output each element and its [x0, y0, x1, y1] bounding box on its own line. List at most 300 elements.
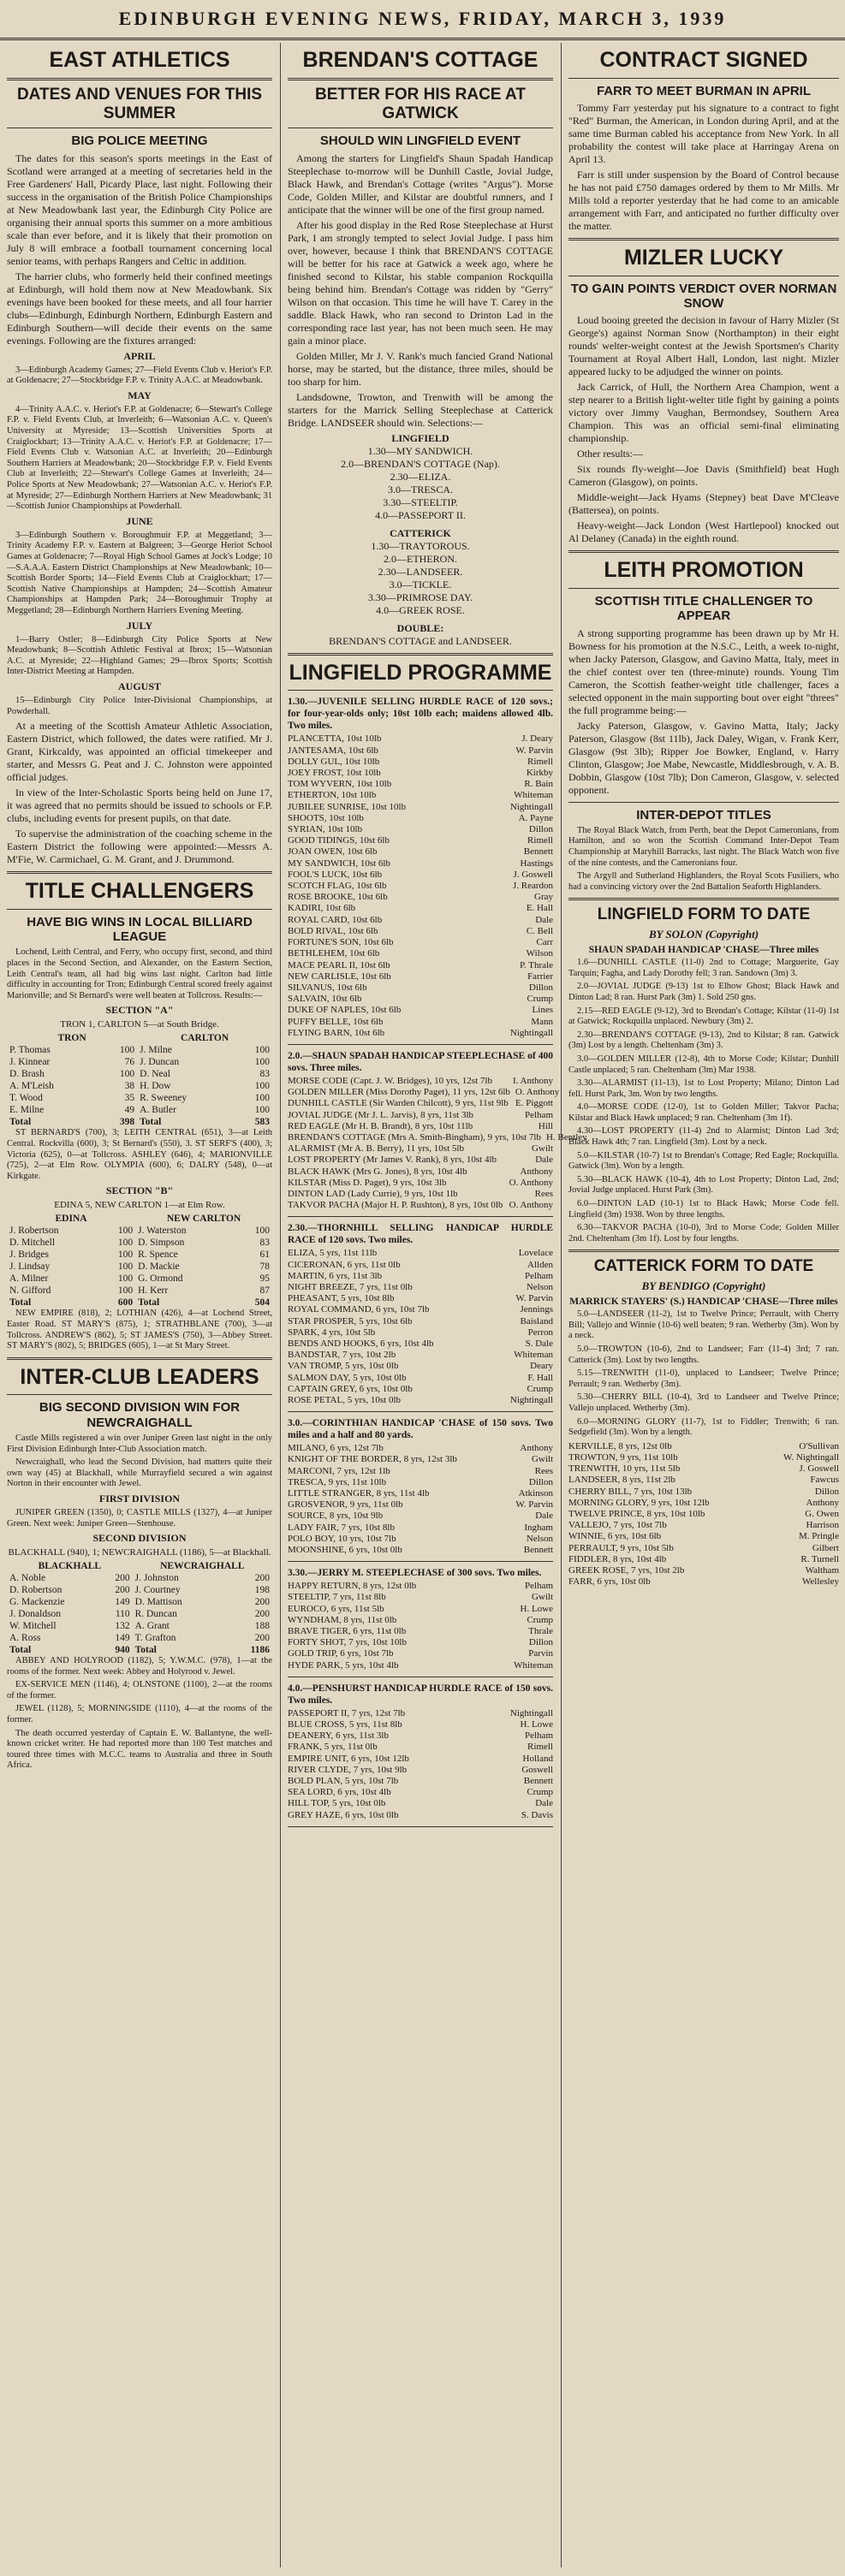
entry-row [288, 1545, 553, 1556]
table-cell: J. Johnston [134, 1573, 179, 1584]
horse-name: EMPIRE UNIT, 6 yrs, 10st 12lb [288, 1753, 409, 1764]
entry-row [288, 1017, 553, 1028]
paragraph: Golden Miller, Mr J. V. Rank's much fancied Grand National horse, may be started, but the distance, three miles, should be too sharp for him. [288, 349, 553, 388]
horse-name: BRAVE TIGER, 6 yrs, 11st 0lb [288, 1626, 407, 1637]
table-row [7, 1584, 272, 1596]
horse-name: WINNIE, 6 yrs, 10st 6lb [568, 1531, 662, 1542]
horse-name: JOVIAL JUDGE (Mr J. L. Jarvis), 8 yrs, 11st 3lb [288, 1109, 474, 1120]
horse-name: TOM WYVERN, 10st 10lb [288, 779, 392, 790]
list-item: 4.0—GREEK ROSE. [376, 603, 465, 616]
month-heading: JULY [126, 619, 153, 632]
trainer-name: Dale [535, 1154, 553, 1166]
horse-name: LANDSEER, 8 yrs, 11st 2lb [568, 1475, 675, 1486]
entry-row [288, 1110, 553, 1121]
entry-row [288, 1615, 553, 1626]
entry-row [288, 960, 553, 971]
trainer-name: Gwilt [531, 1592, 553, 1603]
article-east-athletics [7, 48, 272, 866]
trainer-name: Bennett [523, 846, 553, 858]
trainer-name: Bennett [523, 1776, 553, 1787]
headline: LEITH PROMOTION [604, 558, 804, 583]
trainer-name: Anthony [520, 1443, 553, 1454]
paragraph: Other results:— [577, 448, 643, 460]
fixture-paragraph: 4—Trinity A.A.C. v. Heriot's F.P. at Goldenacre; 6—Stewart's College F.P. v. Field Events Club, at Inverleith; 6—Watsonian A.C. v. Queen's University at Myreside; 13—Scottish Universities Sports at Craiglockhart; 13—Trinity A.A.C. v. Heriot's F.P. at Goldenacre; 17—Field Events Club v. Watsonian A.C. at Inverleith; 20—Edinburgh Southern Harriers at Meadowbank; 20—Stockbridge F.P. v. Field Events Club at Inverleith; 22—Stewart's College Games at Inverleith; 24—Police Sports at New Meadowbank; 27—Watsonian A.C. v. Heriot's F.P. at Myreside; 27—Edinburgh Northern Harriers at New Meadowbank; 31—Scottish Junior Championships at Powderhall. [7, 404, 272, 512]
trainer-name: Gilbert [812, 1542, 839, 1553]
list-item: 2.0—BRENDAN'S COTTAGE (Nap). [341, 457, 500, 470]
trainer-name: Holland [522, 1753, 553, 1764]
trainer-name: Fawcus [810, 1475, 839, 1486]
table-cell: T. Wood [9, 1093, 43, 1104]
divider [568, 802, 839, 803]
table-row [7, 1608, 272, 1620]
entry-row [288, 1787, 553, 1798]
trainer-name: J. Deary [521, 733, 553, 745]
paragraph: Castle Mills registered a win over Juniper Green last night in the only First Division Edinburgh Inter-Club Association match. [7, 1433, 272, 1454]
entry-row [288, 1154, 553, 1166]
paragraph: The dates for this season's sports meetings in the East of Scotland were arranged at a meeting of secretaries held in the Free Gardeners' Hall, Picardy Place, last night. Following their success in the organisation of the British Police Championships at New Meadowbank last year, the Edinburgh City Police are organising their annual sports this summer on a more ambitious scale than ever before, and it is likely that their promotion on July 8 will embrace a football tournament concerning local senior teams, with perhaps Rangers and Celtic in addition. [7, 151, 272, 267]
horse-name: RIVER CLYDE, 7 yrs, 10st 9lb [288, 1764, 408, 1775]
table-row [7, 1273, 272, 1285]
entry-row [568, 1520, 839, 1531]
horse-name: FOOL'S LUCK, 10st 6lb [288, 869, 383, 880]
entry-row [288, 790, 553, 801]
horse-name: TAKVOR PACHA (Major H. P. Rushton), 8 yrs, 10st 0lb [288, 1200, 503, 1211]
entry-row [288, 937, 553, 948]
score-table [7, 1213, 272, 1309]
column-3 [568, 43, 839, 2567]
paragraph: ABBEY AND HOLYROOD (1182), 5; Y.W.M.C. (978), 1—at the rooms of the former. Next week: Abbey and Holyrood v. Jewel. [7, 1656, 272, 1677]
horse-name: BLUE CROSS, 5 yrs, 11st 8lb [288, 1719, 402, 1730]
table-row [7, 1104, 272, 1116]
trainer-name: Waltham [805, 1565, 839, 1576]
form-notes [568, 1309, 839, 1439]
column-rule [280, 43, 281, 2567]
horse-name: PASSEPORT II, 7 yrs, 12st 7lb [288, 1707, 406, 1718]
table-row [7, 1285, 272, 1297]
horse-name: MORSE CODE (Capt. J. W. Bridges), 10 yrs, 12st 7lb [288, 1075, 492, 1086]
trainer-name: F. Hall [527, 1372, 553, 1383]
trainer-name: Anthony [806, 1497, 839, 1508]
body-text [568, 826, 839, 893]
list-item: 3.0—TRESCA. [387, 483, 453, 496]
horse-name: FRANK, 5 yrs, 11st 0lb [288, 1742, 378, 1753]
table-cell: 38 [124, 1081, 135, 1092]
entry-row [288, 745, 553, 757]
entry-row [288, 1260, 553, 1271]
trainer-name: Dale [535, 1511, 553, 1522]
table-cell: J. Waterston [138, 1226, 187, 1237]
horse-name: BRENDAN'S COTTAGE (Mrs A. Smith-Bingham), 9 yrs, 10st 7lb [288, 1131, 541, 1143]
table-row [7, 1056, 272, 1068]
table-cell: W. Mitchell [9, 1621, 57, 1632]
entry-row [288, 757, 553, 768]
body-text [7, 152, 272, 347]
horse-name: GREEK ROSE, 7 yrs, 10st 2lb [568, 1565, 685, 1576]
horse-name: HYDE PARK, 5 yrs, 10st 4lb [288, 1659, 399, 1671]
entry-row [288, 1810, 553, 1821]
score-table [7, 1560, 272, 1656]
subheadline: BETTER FOR HIS RACE AT GATWICK [315, 85, 526, 122]
results-paragraph: NEW EMPIRE (818), 2; LOTHIAN (426), 4—at Lochend Street, Easter Road. ST MARY'S (875), 1; STRATHBLANE (700), 3—at Tollcross. ANDREW'S (862), 5; ST JAMES'S (750), 3—Abbey Street. ST MARY'S (802), 5; BRIDGES (605), 1—at St Mary Street. [7, 1309, 272, 1351]
trainer-name: Nightingall [509, 1707, 553, 1718]
double-title: DOUBLE: [396, 621, 444, 634]
horse-name: JUBILEE SUNRISE, 10st 10lb [288, 801, 407, 812]
table-cell: 200 [254, 1573, 270, 1584]
headline: TITLE CHALLENGERS [25, 879, 254, 904]
selections-title: CATTERICK [390, 526, 451, 539]
trainer-name: Farrier [527, 970, 553, 982]
trainer-name: Ingham [524, 1522, 553, 1533]
month-heading: APRIL [123, 349, 156, 362]
divider [288, 1216, 553, 1217]
horse-name: PHEASANT, 5 yrs, 10st 8lb [288, 1293, 395, 1304]
entry-row [288, 948, 553, 959]
entry-row [288, 858, 553, 870]
entry-row [288, 846, 553, 858]
paragraph: 4.0—MORSE CODE (12-0), 1st to Golden Miller; Takvor Pacha; Kilstar and Black Hawk unplaced; 9 ran. Cheltenham (3m 1f). [568, 1102, 839, 1123]
trainer-name: Lines [532, 1005, 553, 1016]
subheadline: SCOTTISH TITLE CHALLENGER TO APPEAR [594, 594, 813, 624]
trainer-name: A. Payne [518, 812, 553, 823]
entries-list [288, 1708, 553, 1821]
divider [288, 1411, 553, 1412]
trainer-name: Rees [534, 1188, 553, 1199]
subheadline: FARR TO MEET BURMAN IN APRIL [597, 83, 811, 98]
entry-row [288, 1361, 553, 1372]
entry-row [288, 1708, 553, 1719]
entries-list [288, 733, 553, 1038]
entry-row [288, 1316, 553, 1327]
divider [568, 898, 839, 900]
horse-name: ELIZA, 5 yrs, 11st 11lb [288, 1248, 378, 1259]
entry-row [288, 1338, 553, 1350]
entry-row [288, 1395, 553, 1406]
paragraph: Among the starters for Lingfield's Shaun Spadah Handicap Steeplechase to-morrow will be Dunhill Castle, Jovial Judge, Black Hawk, and Brendan's Cottage (writes "Argus"). Morse Code, Golden Miller, and Kilstar are doubtful runners, and I anticipate that the winner will be one of the first group named. [288, 151, 553, 216]
horse-name: KERVILLE, 8 yrs, 12st 0lb [568, 1440, 672, 1451]
article-lingfield-programme [288, 660, 587, 1827]
entry-row [288, 1384, 553, 1395]
table-cell: N. Gifford [9, 1285, 51, 1297]
table-cell: 100 [117, 1285, 134, 1297]
trainer-name: W. Nightingall [783, 1451, 839, 1463]
trainer-name: H. Lowe [520, 1719, 553, 1730]
byline: BY SOLON (Copyright) [648, 928, 759, 941]
trainer-name: Kirkby [526, 768, 553, 779]
table-row [7, 1620, 272, 1632]
trainer-name: Mann [531, 1016, 553, 1027]
list-item: 3.30—PRIMROSE DAY. [367, 591, 473, 603]
race-title: MARRICK STAYERS' (S.) HANDICAP 'CHASE—Three miles [569, 1297, 838, 1308]
paragraph: The death occurred yesterday of Captain E. W. Ballantyne, the well-known cricket writer. He had reported more than 100 Test matches and toured three times with M.C.C. teams to Australia and three in South Africa. [7, 1728, 272, 1771]
divider [568, 588, 839, 589]
table-row [7, 1261, 272, 1273]
score-table [7, 1032, 272, 1128]
trainer-name: Pelham [525, 1581, 553, 1592]
results-text [7, 1128, 272, 1182]
horse-name: ROSE BROOKE, 10st 6lb [288, 892, 388, 903]
divider [7, 78, 272, 80]
divider [568, 1249, 839, 1252]
selections-title: LINGFIELD [391, 431, 449, 444]
table-cell: D. Mattison [134, 1597, 182, 1608]
trainer-name: Gwilt [531, 1143, 553, 1154]
article-mizler-lucky [568, 246, 839, 545]
division-result: JUNIPER GREEN (1350), 0; CASTLE MILLS (1327), 4—at Juniper Green. Next week: Juniper Green—Stenhouse. [7, 1507, 272, 1528]
horse-name: NIGHT BREEZE, 7 yrs, 11st 0lb [288, 1281, 413, 1292]
table-cell: 198 [254, 1585, 270, 1596]
article-contract-signed [568, 48, 839, 233]
entries-list [288, 1443, 553, 1556]
entry-row [288, 1765, 553, 1776]
table-cell: 83 [259, 1069, 270, 1080]
subheadline: HAVE BIG WINS IN LOCAL BILLIARD LEAGUE [27, 914, 253, 945]
horse-name: SYRIAN, 10st 10lb [288, 824, 363, 835]
horse-name: PLANCETTA, 10st 10lb [288, 733, 382, 745]
horse-name: SPARK, 4 yrs, 10st 5lb [288, 1327, 376, 1338]
entry-row [288, 1443, 553, 1454]
trainer-name: Dillon [528, 1637, 553, 1648]
table-cell: 100 [254, 1226, 270, 1237]
horse-name: DINTON LAD (Lady Currie), 9 yrs, 10st 1lb [288, 1188, 458, 1199]
article-lingfield-form [568, 905, 839, 1244]
table-row [7, 1249, 272, 1261]
table-row [7, 1092, 272, 1104]
horse-name: LOST PROPERTY (Mr James V. Rank), 8 yrs, 10st 4lb [288, 1154, 497, 1166]
horse-name: DEANERY, 6 yrs, 11st 3lb [288, 1730, 389, 1742]
race-card [288, 696, 587, 1826]
table-cell: 49 [124, 1105, 135, 1116]
table-cell: J. Duncan [140, 1057, 180, 1068]
paragraph: JEWEL (1128), 5; MORNINGSIDE (1110), 4—at the rooms of the former. [7, 1704, 272, 1725]
table-cell: 100 [254, 1057, 270, 1068]
divider [7, 1394, 272, 1395]
entry-row [568, 1475, 839, 1486]
table-cell: 35 [124, 1093, 135, 1104]
list-item: 3.30—STEELTIP. [383, 496, 458, 508]
paragraph: The Royal Black Watch, from Perth, beat the Depot Cameronians, from Hamilton, and so won the Scottish Command Inter-Depot Team Championship at Maryhill Barracks, last night. The Black Watch won five of the nine contests, and the Cameronians four. [568, 825, 839, 868]
table-header [7, 1213, 272, 1225]
table-cell: 200 [254, 1597, 270, 1608]
paragraph: 5.15—TRENWITH (11-0), unplaced to Landseer; Twelve Prince; Perrault; 9 ran. Wetherby (3m). [568, 1368, 839, 1389]
subheadline: SHOULD WIN LINGFIELD EVENT [319, 134, 521, 149]
paragraph: Heavy-weight—Jack London (West Hartlepool) knocked out Al Delaney (Canada) in the eighth round. [568, 519, 839, 545]
divider [7, 909, 272, 910]
entry-row [288, 1005, 553, 1016]
table-row [7, 1632, 272, 1644]
trainer-name: Dillon [814, 1486, 839, 1497]
trainer-name: Dillon [528, 1476, 553, 1487]
entry-row [288, 892, 553, 903]
article-inter-depot [568, 808, 839, 893]
trainer-name: H. Lowe [520, 1603, 553, 1614]
entry-row [288, 1754, 553, 1765]
paragraph: Farr is still under suspension by the Board of Control because he has not paid £750 damages ordered by them to Mr Mills. Mr Mills told a reporter yesterday that he had come to an amicable arrangement with Farr, and anticipated no further difficulty over the matter. [568, 169, 839, 232]
paragraph: 2.15—RED EAGLE (9-12), 3rd to Brendan's Cottage; Kilstar (11-0) 1st at Gatwick; Rockquilla unplaced. Newbury (3m) 2. [568, 1006, 839, 1027]
selections-lingfield [288, 432, 553, 522]
match-line: TRON 1, CARLTON 5—at South Bridge. [60, 1019, 219, 1030]
paragraph: At a meeting of the Scottish Amateur Athletic Association, Eastern District, which followed, the dates were ratified. Mr J. Grant, Kirkcaldy, was appointed an official timekeeper and starter, and Messrs G. Peat and J. C. Johnston were appointed official judges. [7, 720, 272, 784]
horse-name: MACE PEARL II, 10st 6lb [288, 959, 390, 970]
trainer-name: J. Goswell [799, 1463, 839, 1475]
entry-row [288, 982, 553, 994]
trainer-name: Nelson [526, 1281, 553, 1292]
headline: LINGFIELD FORM TO DATE [597, 905, 811, 924]
horse-name: SEA LORD, 6 yrs, 10st 4lb [288, 1787, 391, 1798]
fixture-paragraph: 3—Edinburgh Academy Games; 27—Field Events Club v. Heriot's F.P. at Goldenacre; 27—Stockbridge F.P. v. Trinity A.A.C. at Meadowbank. [7, 365, 272, 386]
horse-name: MY SANDWICH, 10st 6lb [288, 858, 390, 869]
entry-row [288, 1178, 553, 1189]
entry-row [568, 1441, 839, 1452]
trainer-name: Rimell [527, 1742, 553, 1753]
team-name: NEW CARLTON [166, 1214, 241, 1225]
paragraph: 4.30—LOST PROPERTY (11-4) 2nd to Alarmist; Dinton Lad 3rd; Black Hawk 4th; 7 ran. Lingfield (3m). Lost by a neck. [568, 1126, 839, 1148]
entry-row [568, 1543, 839, 1554]
trainer-name: Parvin [528, 1648, 553, 1659]
headline: MIZLER LUCKY [623, 246, 784, 270]
body-text [7, 1433, 272, 1490]
entry-row [288, 1488, 553, 1499]
fixture-paragraph: 15—Edinburgh City Police Inter-Divisional Championships, at Powderhall. [7, 695, 272, 716]
table-cell: A. M'Leish [9, 1081, 54, 1092]
horse-name: ROSE PETAL, 5 yrs, 10st 0lb [288, 1395, 402, 1405]
subheadline: BIG SECOND DIVISION WIN FOR NEWCRAIGHALL [39, 1400, 241, 1430]
entry-row [288, 1131, 587, 1143]
horse-name: POLO BOY, 10 yrs, 10st 7lb [288, 1533, 396, 1544]
body-text [568, 627, 839, 797]
horse-name: GOLDEN MILLER (Miss Dorothy Paget), 11 yrs, 12st 6lb [288, 1087, 510, 1098]
race-title: SHAUN SPADAH HANDICAP 'CHASE—Three miles [588, 945, 819, 956]
table-row [7, 1237, 272, 1249]
subheadline: DATES AND VENUES FOR THIS SUMMER [16, 85, 263, 122]
paragraph: The Argyll and Sutherland Highlanders, the Royal Scots Fusiliers, who had a convincing victory over the 2nd Battalion Seaforth Highlanders. [568, 871, 839, 892]
paragraph: To supervise the administration of the coaching scheme in the Eastern District the following were appointed:—Messrs A. M'Fie, W. Carmichael, G. M. Grant, and J. Drummond. [7, 828, 272, 866]
trainer-name: Wilson [526, 948, 553, 959]
horse-name: PERRAULT, 9 yrs, 10st 5lb [568, 1542, 674, 1553]
horse-name: KNIGHT OF THE BORDER, 8 yrs, 12st 3lb [288, 1454, 457, 1465]
trainer-name: Nightingall [509, 801, 553, 812]
trainer-name: Whiteman [514, 790, 553, 801]
horse-name: JANTESAMA, 10st 6lb [288, 745, 379, 756]
table-cell: 78 [259, 1261, 270, 1273]
trainer-name: Rimell [527, 756, 553, 767]
horse-name: MORNING GLORY, 9 yrs, 10st 12lb [568, 1497, 710, 1508]
paragraph: 5.30—BLACK HAWK (10-4), 4th to Lost Property; Dinton Lad, 2nd; Jovial Judge unplaced. Hurst Park (3m). [568, 1174, 839, 1196]
table-cell: 100 [119, 1045, 135, 1056]
table-cell: 188 [254, 1621, 270, 1632]
table-cell: 100 [254, 1045, 270, 1056]
table-total-cell: 940 [115, 1645, 130, 1656]
list-item: 1.30—TRAYTOROUS. [371, 539, 470, 552]
table-cell: 200 [254, 1609, 270, 1620]
trainer-name: R. Bain [524, 779, 553, 790]
table-total-row [7, 1297, 272, 1309]
table-cell: D. Simpson [138, 1238, 185, 1249]
horse-name: MARCONI, 7 yrs, 12st 1lb [288, 1465, 390, 1476]
entry-row [288, 1477, 553, 1488]
selections-catterick [288, 527, 553, 617]
entry-row [288, 994, 553, 1005]
body-text [568, 314, 839, 545]
paragraph: Lochend, Leith Central, and Ferry, who occupy first, second, and third places in the Second Section, and Alexander, on the Eastern Section, Leith Central's team, all had big wins last night. Carlton had little difficulty in accounting for Tron; Edinburgh Central scored freely against Marionville; and St Bernard's were well beaten at Tollcross. Results:— [7, 947, 272, 1000]
trainer-name: Crump [527, 1787, 553, 1798]
match-line: EDINA 5, NEW CARLTON 1—at Elm Row. [54, 1200, 225, 1211]
table-cell: A. Butler [140, 1105, 176, 1116]
table-row [7, 1068, 272, 1080]
race-title: 2.30.—THORNHILL SELLING HANDICAP HURDLE RACE of 120 sovs. Two miles. [288, 1223, 553, 1246]
race-title: 3.30.—JERRY M. STEEPLECHASE of 300 sovs. Two miles. [288, 1568, 542, 1579]
race-title: 3.0.—CORINTHIAN HANDICAP 'CHASE of 150 sovs. Two miles and a half and 80 yards. [288, 1418, 553, 1441]
entry-row [288, 1604, 553, 1615]
division-title: SECOND DIVISION [92, 1532, 187, 1545]
table-total-cell: Total [140, 1117, 162, 1128]
table-cell: 200 [254, 1633, 270, 1644]
trainer-name: Whiteman [514, 1659, 553, 1671]
horse-name: TRENWITH, 10 yrs, 11st 5lb [568, 1463, 681, 1475]
trainer-name: Dillon [528, 824, 553, 835]
trainer-name: Dale [535, 1798, 553, 1809]
trainer-name: Pelham [525, 1270, 553, 1281]
division-title: FIRST DIVISION [98, 1492, 181, 1505]
entry-row [288, 1719, 553, 1730]
entry-row [288, 1098, 553, 1109]
table-cell: D. Robertson [9, 1585, 62, 1596]
trainer-name: Carr [536, 937, 553, 948]
horse-name: CICERONAN, 6 yrs, 11st 0lb [288, 1259, 401, 1270]
paragraph: 3.30—ALARMIST (11-13), 1st to Lost Property; Milano; Dinton Lad fell. Hurst Park, 3m. Won by two lengths. [568, 1078, 839, 1099]
table-total-cell: 398 [119, 1117, 135, 1128]
fixture-list [7, 350, 272, 717]
race-title: 4.0.—PENSHURST HANDICAP HURDLE RACE of 150 sovs. Two miles. [288, 1683, 553, 1706]
trainer-name: W. Parvin [515, 1293, 553, 1304]
trainer-name: Rees [534, 1465, 553, 1476]
table-cell: D. Mitchell [9, 1238, 56, 1249]
entry-row [288, 1798, 553, 1809]
entry-row [288, 1271, 553, 1282]
trainer-name: O. Anthony [509, 1177, 553, 1188]
horse-name: SOURCE, 8 yrs, 10st 9lb [288, 1511, 384, 1522]
body-text [7, 947, 272, 1001]
trainer-name: Crump [527, 1383, 553, 1394]
month-heading: JUNE [126, 514, 153, 527]
article-brendans-cottage [288, 48, 553, 648]
horse-name: FORTUNE'S SON, 10st 6lb [288, 937, 394, 948]
horse-name: MOONSHINE, 6 yrs, 10st 0lb [288, 1545, 402, 1556]
table-cell: D. Brash [9, 1069, 45, 1080]
paragraph: 5.0—TROWTON (10-6), 2nd to Landseer; Farr (11-4) 3rd; 7 ran. Catterick (3m). Lost by two lengths. [568, 1344, 839, 1365]
entries-list [288, 1248, 553, 1406]
horse-name: DUNHILL CASTLE (Sir Warden Chilcott), 9 yrs, 11st 9lb [288, 1098, 509, 1109]
table-cell: 100 [254, 1105, 270, 1116]
table-total-cell: Total [9, 1645, 32, 1656]
table-cell: R. Duncan [134, 1609, 177, 1620]
horse-name: FIDDLER, 8 yrs, 10st 4lb [568, 1553, 667, 1564]
entries-list [568, 1441, 839, 1588]
trainer-name: S. Davis [521, 1809, 553, 1820]
paragraph: 6.0—DINTON LAD (10-1) 1st to Black Hawk; Morse Code fell. Lingfield (3m) 1938. Won by three lengths. [568, 1199, 839, 1220]
paragraph: 5.0—LANDSEER (11-2), 1st to Twelve Prince; Perrault, with Cherry Bill; Vallejo and Winnie (10-6) well beaten; 9 ran. Wetherby (3m). Won by a neck. [568, 1309, 839, 1341]
headline: INTER-DEPOT TITLES [636, 807, 771, 822]
table-cell: J. Bridges [9, 1249, 49, 1261]
horse-name: TRESCA, 9 yrs, 11st 10lb [288, 1476, 387, 1487]
trainer-name: Nelson [526, 1533, 553, 1544]
horse-name: VAN TROMP, 5 yrs, 10st 0lb [288, 1361, 399, 1372]
entry-row [568, 1509, 839, 1520]
table-cell: J. Milne [140, 1045, 172, 1056]
trainer-name: H. Bentley [545, 1131, 587, 1143]
horse-name: GREY HAZE, 6 yrs, 10st 0lb [288, 1809, 399, 1820]
trainer-name: Whiteman [514, 1350, 553, 1361]
entry-row [568, 1554, 839, 1565]
